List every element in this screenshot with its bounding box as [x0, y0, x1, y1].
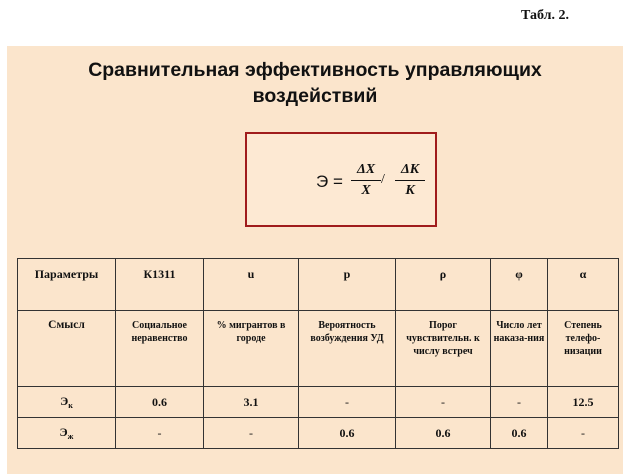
value-cell: 0.6 — [491, 418, 548, 449]
table-row-ezh — [18, 418, 619, 449]
value-cell: - — [396, 387, 491, 418]
header-cell: Параметры — [18, 259, 116, 311]
slide-title — [7, 57, 623, 109]
fraction-x-denominator: X — [361, 183, 371, 198]
row-label: $Э_ж$ — [18, 418, 116, 449]
value-cell: 0.6 — [116, 387, 204, 418]
comparison-table — [17, 258, 619, 449]
header-cell: ρ — [396, 259, 491, 311]
meaning-cell: Социальное неравенство — [116, 311, 204, 387]
header-cell: К1311 — [116, 259, 204, 311]
fraction-k-denominator: K — [405, 183, 415, 198]
table-header-row — [18, 259, 619, 311]
table-reference: Табл. 2. — [521, 8, 569, 23]
fraction-x — [351, 161, 381, 200]
value-cell: 3.1 — [204, 387, 299, 418]
title-line-2: воздействий — [252, 85, 378, 107]
slide-panel — [7, 46, 623, 474]
value-cell: - — [491, 387, 548, 418]
header-cell: p — [299, 259, 396, 311]
meaning-cell: Число лет наказа-ния — [491, 311, 548, 387]
value-cell: - — [204, 418, 299, 449]
header-cell: u — [204, 259, 299, 311]
fraction-k-numerator: ΔK — [400, 162, 420, 177]
fraction-x-bar — [351, 180, 381, 181]
table-meaning-row — [18, 311, 619, 387]
row-label-subscript: ж — [67, 432, 74, 441]
value-cell: 12.5 — [548, 387, 619, 418]
header-cell: φ — [491, 259, 548, 311]
formula-box — [245, 132, 437, 227]
title-line-1: Сравнительная эффективность управляющих — [88, 59, 542, 81]
table-row-ek — [18, 387, 619, 418]
value-cell: 0.6 — [299, 418, 396, 449]
meaning-cell: Порог чувствительн. к числу встреч — [396, 311, 491, 387]
row-label-subscript: к — [68, 401, 73, 410]
fraction-k — [395, 161, 425, 200]
header-cell: α — [548, 259, 619, 311]
value-cell: 0.6 — [396, 418, 491, 449]
value-cell: - — [116, 418, 204, 449]
meaning-cell: % мигрантов в городе — [204, 311, 299, 387]
fraction-k-bar — [395, 180, 425, 181]
meaning-cell: Степень телефо-низации — [548, 311, 619, 387]
formula-lhs: Э = — [316, 172, 343, 191]
formula-slash: / — [381, 172, 385, 187]
value-cell: - — [548, 418, 619, 449]
meaning-cell: Вероятность возбуждения УД — [299, 311, 396, 387]
fraction-x-numerator: ΔX — [356, 162, 376, 177]
row-label: $Э_к$ — [18, 387, 116, 418]
meaning-label: Смысл — [18, 311, 116, 387]
value-cell: - — [299, 387, 396, 418]
